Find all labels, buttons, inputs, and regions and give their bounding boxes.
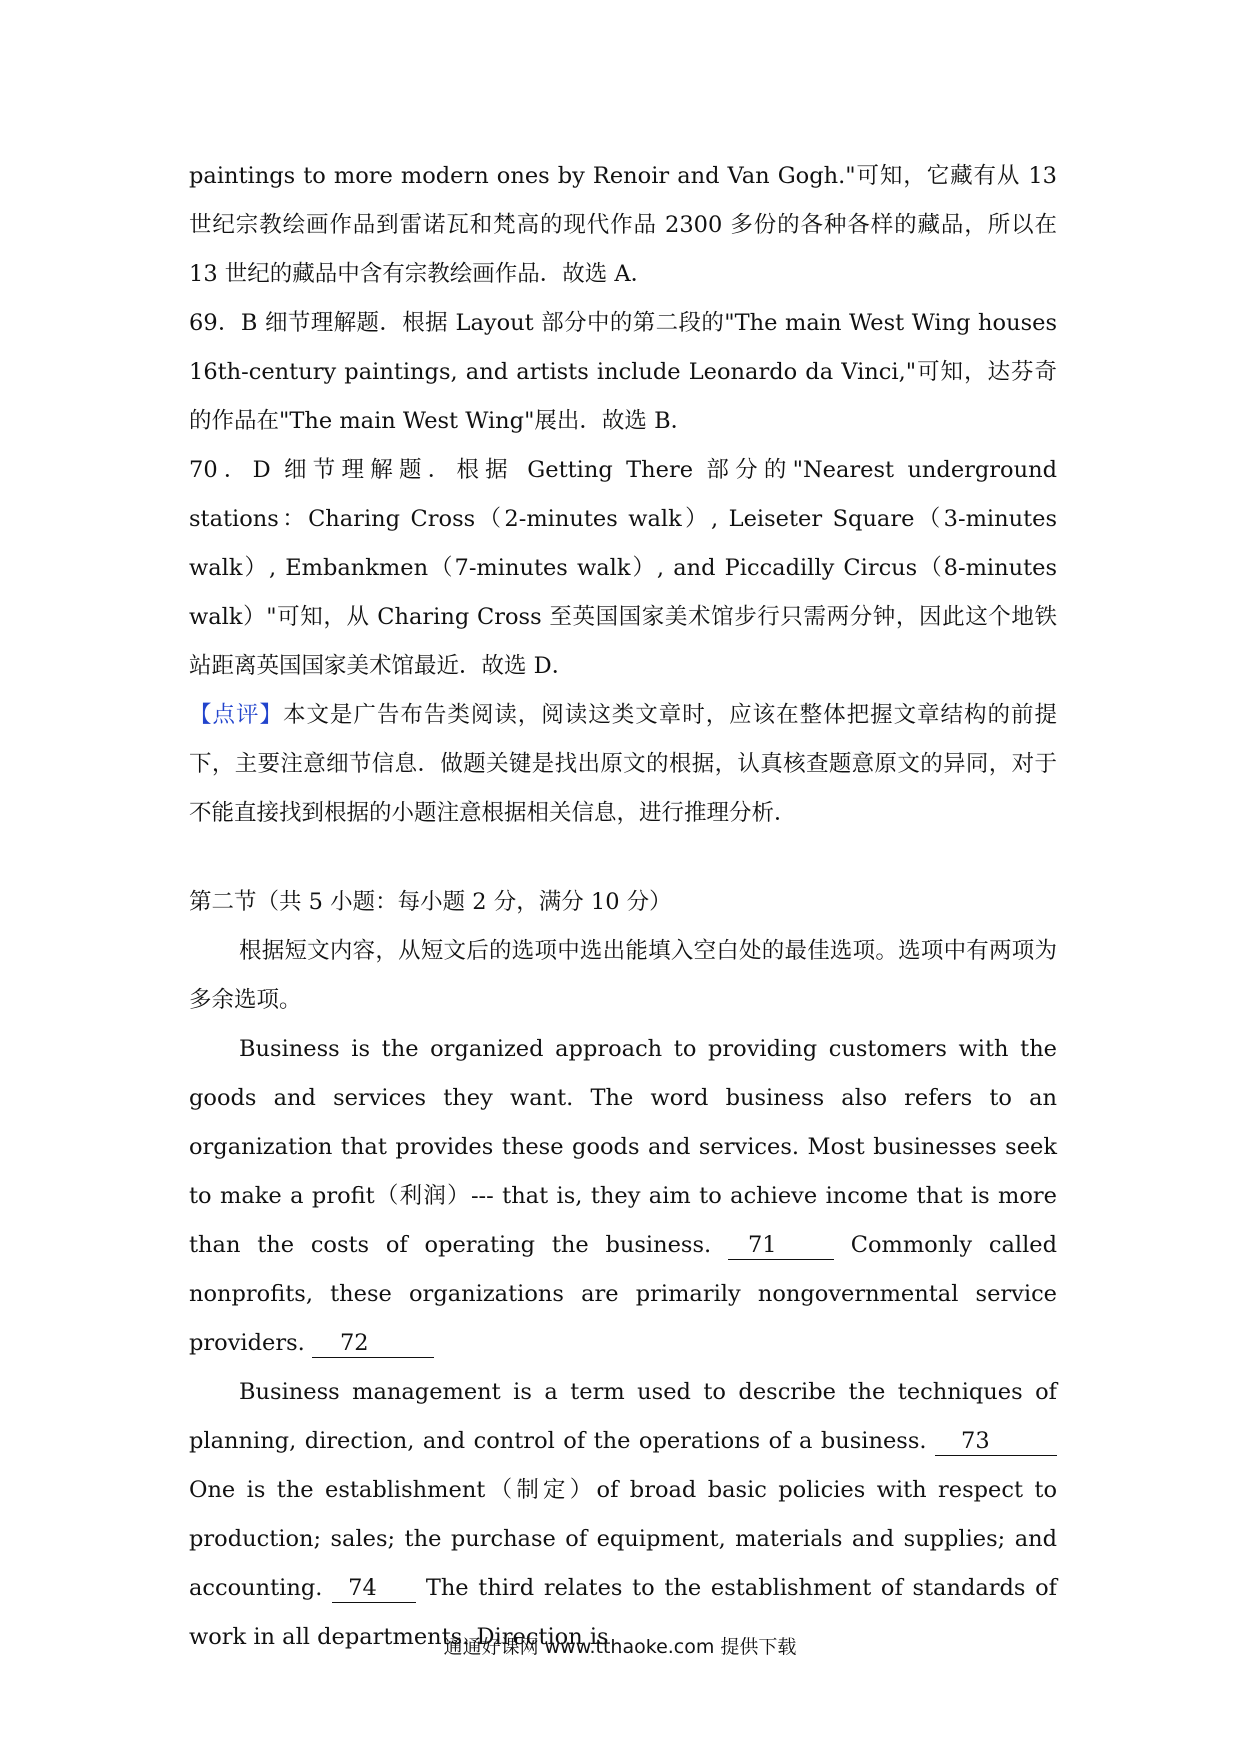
answer-explanation-69: 69．B 细节理解题．根据 Layout 部分中的第二段的"The main West Wing houses 16th-century paintings, and artists include Leonardo da Vinci,"可知，达芬奇的作品在"The main West Wing"展出．故选 B． xyxy=(189,310,1057,434)
page-footer: 通通好课网 www.tthaoke.com 提供下载 xyxy=(443,1636,797,1658)
blank-73: 73 xyxy=(935,1427,1057,1456)
blank-72: 72 xyxy=(312,1329,434,1358)
passage-text: Business is the organized approach to providing customers with the goods and services they want. The word business also refers to an organization that provides these goods and services. Most businesses seek to make a profit（利润）--- that is, they aim to achieve income that is more than the costs of operating the business. xyxy=(189,1036,1057,1258)
section-instructions: 根据短文内容，从短文后的选项中选出能填入空白处的最佳选项。选项中有两项为多余选项。 xyxy=(189,938,1057,1013)
passage-text: The third relates to the establishment of standards of work in all departments. Direction is xyxy=(189,1575,1058,1650)
answer-explanation-continuation: paintings to more modern ones by Renoir and Van Gogh."可知，它藏有从 13 世纪宗教绘画作品到雷诺瓦和梵高的现代作品 2300 多份的各种各样的藏品，所以在 13 世纪的藏品中含有宗教绘画作品．故选 A． xyxy=(189,163,1057,287)
blank-74: 74 xyxy=(332,1574,416,1603)
blank-71: 71 xyxy=(728,1231,834,1260)
review-tag: 【点评】 xyxy=(189,702,283,728)
section-heading: 第二节（共 5 小题：每小题 2 分，满分 10 分） xyxy=(189,889,672,915)
answer-explanation-70: 70．D 细节理解题．根据 Getting There 部分的"Nearest underground stations：Charing Cross（2-minutes walk）, Leiseter Square（3-minutes walk）, Embankmen（7-minutes walk）, and Piccadilly Circus（8-minutes walk）"可知，从 Charing Cross 至英国国家美术馆步行只需两分钟，因此这个地铁站距离英国国家美术馆最近．故选 D． xyxy=(189,457,1057,679)
passage-text: One is the establishment（制定）of broad basic policies with respect to production; sales; the purchase of equipment, materials and supplies; and accounting. xyxy=(189,1477,1057,1601)
review-paragraph xyxy=(189,691,1057,838)
section-spacer xyxy=(189,838,1057,878)
page-content xyxy=(189,152,1057,1662)
review-text: 本文是广告布告类阅读，阅读这类文章时，应该在整体把握文章结构的前提下，主要注意细节信息．做题关键是找出原文的根据，认真核查题意原文的异同，对于不能直接找到根据的小题注意根据相关信息，进行推理分析． xyxy=(189,702,1057,826)
passage-paragraph-1 xyxy=(189,1025,1057,1368)
passage-text: Commonly called nonprofits, these organizations are primarily nongovernmental service providers. xyxy=(189,1232,1058,1356)
passage-text: Business management is a term used to describe the techniques of planning, direction, and control of the operations of a business. xyxy=(189,1379,1057,1454)
passage-paragraph-2 xyxy=(189,1368,1057,1662)
